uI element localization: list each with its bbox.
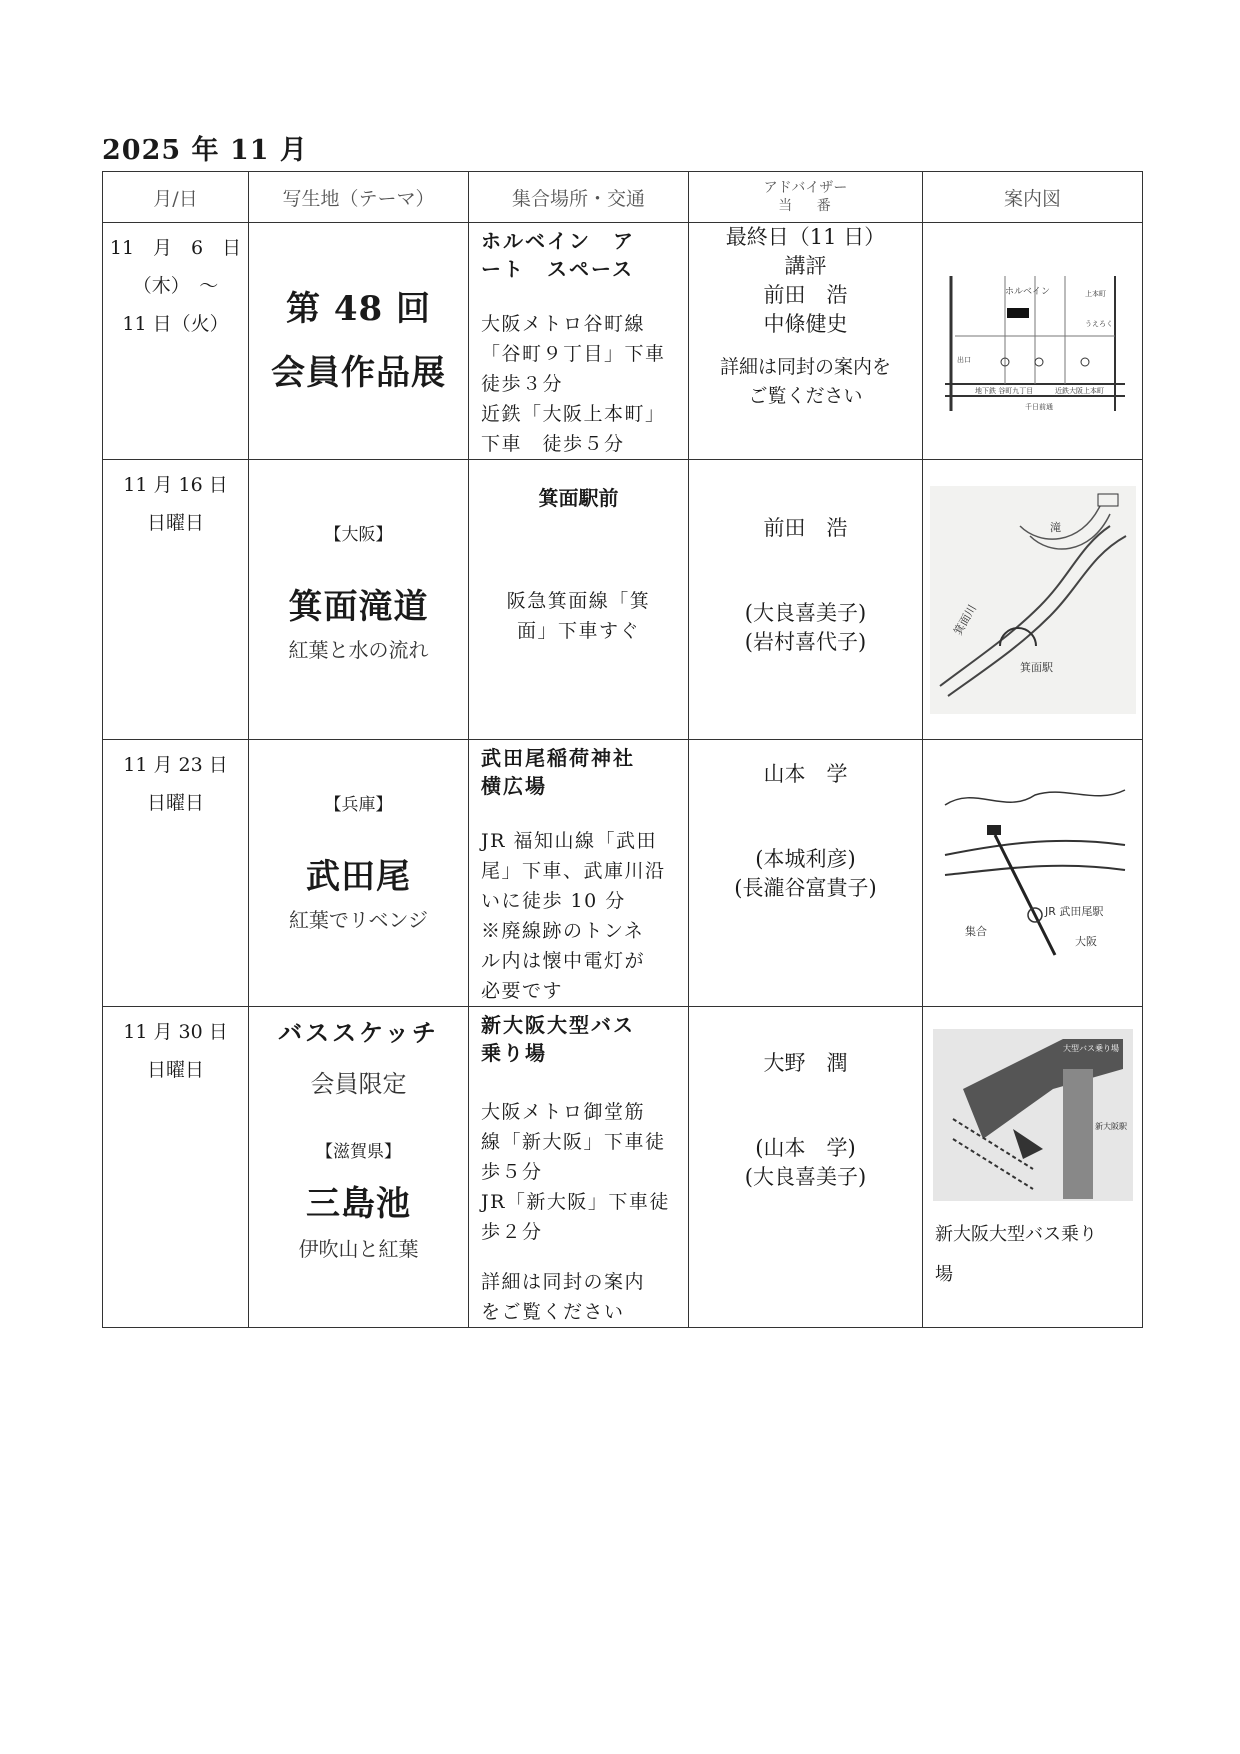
duty-name: (岩村喜代子) bbox=[744, 630, 867, 654]
duty-name: (本城利彦) bbox=[755, 847, 856, 871]
header-meeting: 集合場所・交通 bbox=[469, 172, 689, 223]
access-line: 歩２分 bbox=[481, 1221, 543, 1243]
advisor-name: 前田 浩 bbox=[763, 516, 848, 540]
map-cell bbox=[923, 1007, 1143, 1328]
header-advisor-label: アドバイザー bbox=[763, 180, 848, 196]
header-advisor bbox=[689, 172, 923, 223]
map-label: 上本町 bbox=[1084, 290, 1106, 298]
map-label: うえろく bbox=[1084, 320, 1113, 328]
place-cell bbox=[249, 740, 469, 1007]
access-line: JR 福知山線「武田 bbox=[481, 830, 657, 852]
table-row bbox=[103, 460, 1143, 740]
advisor-note: 詳細は同封の案内を bbox=[719, 356, 891, 378]
access-line: 線「新大阪」下車徒 bbox=[481, 1131, 666, 1153]
meeting-cell bbox=[469, 1007, 689, 1328]
duty-name: (長瀧谷富貴子) bbox=[734, 876, 877, 900]
venue-name: 横広場 bbox=[481, 774, 547, 798]
place-title: 第 48 回 bbox=[286, 289, 431, 329]
date-line: 日曜日 bbox=[146, 1059, 204, 1081]
schedule-table bbox=[102, 171, 1143, 1328]
access-line: いに徒歩 10 分 bbox=[481, 890, 626, 912]
header-duty-label: 当 番 bbox=[778, 198, 841, 214]
advisor-cell bbox=[689, 223, 923, 460]
date-line: 日曜日 bbox=[146, 792, 204, 814]
access-line: 「谷町９丁目」下車 bbox=[481, 343, 666, 365]
place-cell bbox=[249, 460, 469, 740]
map-cell bbox=[923, 740, 1143, 1007]
holbein-marker bbox=[1007, 308, 1029, 318]
note-line: をご覧ください bbox=[481, 1301, 625, 1323]
header-place: 写生地（テーマ） bbox=[249, 172, 469, 223]
venue-name: 乗り場 bbox=[481, 1041, 547, 1065]
date-line: （木） ～ bbox=[132, 275, 219, 297]
event-note: 会員限定 bbox=[310, 1070, 407, 1098]
map-label: 地下鉄 谷町九丁目 bbox=[974, 387, 1033, 395]
map-label: 新大阪駅 bbox=[1094, 1122, 1127, 1131]
venue-name: 新大阪大型バス bbox=[481, 1013, 635, 1037]
date-line: 11 月 30 日 bbox=[123, 1021, 228, 1043]
access-line: 歩５分 bbox=[481, 1161, 543, 1183]
shinosaka-map bbox=[933, 1029, 1133, 1201]
place-theme: 紅葉でリベンジ bbox=[288, 908, 429, 932]
map-label: 箕面川 bbox=[950, 601, 979, 637]
place-title: 会員作品展 bbox=[271, 353, 446, 393]
access-line: 下車 徒歩５分 bbox=[481, 433, 625, 455]
place-title: 三島池 bbox=[306, 1184, 411, 1224]
map-cell bbox=[923, 460, 1143, 740]
access-line: 阪急箕面線「箕 bbox=[506, 590, 651, 612]
date-cell bbox=[103, 223, 249, 460]
place-title: 武田尾 bbox=[306, 857, 411, 897]
advisor-cell bbox=[689, 1007, 923, 1328]
advisor-cell bbox=[689, 740, 923, 1007]
advisor-line: 最終日（11 日） bbox=[725, 225, 886, 249]
advisor-line: 講評 bbox=[784, 254, 827, 278]
date-line: 11 月 6 日 bbox=[109, 237, 242, 259]
holbein-map bbox=[935, 266, 1131, 416]
page-title: 2025 年 11 月 bbox=[102, 135, 308, 166]
advisor-cell bbox=[689, 460, 923, 740]
map-label: ホルベイン bbox=[1004, 287, 1050, 297]
venue-name: ホルベイン ア bbox=[481, 229, 635, 253]
access-line: 面」下車すぐ bbox=[516, 620, 640, 642]
map-label: 箕面駅 bbox=[1019, 660, 1053, 674]
date-line: 日曜日 bbox=[146, 512, 204, 534]
advisor-note: ご覧ください bbox=[748, 385, 863, 407]
table-row bbox=[103, 740, 1143, 1007]
date-line: 11 日（火） bbox=[122, 313, 229, 335]
region-label: 【兵庫】 bbox=[324, 795, 393, 815]
meeting-cell bbox=[469, 223, 689, 460]
place-title: 箕面滝道 bbox=[288, 587, 429, 627]
date-cell bbox=[103, 740, 249, 1007]
duty-name: (大良喜美子) bbox=[744, 1165, 867, 1189]
access-line: JR「新大阪」下車徒 bbox=[481, 1191, 670, 1213]
access-line: 尾」下車、武庫川沿 bbox=[481, 860, 666, 882]
map-caption: 場 bbox=[935, 1264, 953, 1285]
map-cell bbox=[923, 223, 1143, 460]
place-theme: 伊吹山と紅葉 bbox=[298, 1237, 419, 1261]
venue-name: 箕面駅前 bbox=[538, 486, 619, 510]
takedao-map bbox=[935, 775, 1131, 971]
meeting-cell bbox=[469, 740, 689, 1007]
advisor-name: 大野 潤 bbox=[763, 1051, 848, 1075]
advisor-line: 前田 浩 bbox=[763, 283, 848, 307]
region-label: 【大阪】 bbox=[324, 525, 393, 545]
map-label: 出口 bbox=[956, 356, 971, 364]
access-line: 大阪メトロ御堂筋 bbox=[481, 1101, 646, 1123]
map-label: 集合 bbox=[964, 925, 987, 938]
date-cell bbox=[103, 1007, 249, 1328]
date-line: 11 月 23 日 bbox=[123, 754, 228, 776]
map-caption: 新大阪大型バス乗り bbox=[935, 1224, 1097, 1245]
region-label: 【滋賀県】 bbox=[316, 1142, 401, 1162]
place-theme: 紅葉と水の流れ bbox=[288, 638, 429, 662]
map-label: 千日前通 bbox=[1024, 403, 1053, 411]
map-label: 近鉄大阪上本町 bbox=[1054, 387, 1104, 395]
access-line: 必要です bbox=[481, 980, 564, 1002]
place-cell bbox=[249, 223, 469, 460]
access-line: 徒歩３分 bbox=[481, 373, 564, 395]
access-line: ル内は懐中電灯が bbox=[481, 950, 646, 972]
duty-name: (山本 学) bbox=[755, 1136, 856, 1160]
header-map: 案内図 bbox=[923, 172, 1143, 223]
minoh-map bbox=[930, 486, 1136, 714]
advisor-name: 山本 学 bbox=[763, 762, 848, 786]
note-line: 詳細は同封の案内 bbox=[481, 1271, 646, 1293]
place-cell bbox=[249, 1007, 469, 1328]
map-label: 滝 bbox=[1049, 520, 1061, 534]
access-line: 近鉄「大阪上本町」 bbox=[481, 403, 666, 425]
event-type: バススケッチ bbox=[278, 1019, 439, 1047]
map-label: 大阪 bbox=[1074, 935, 1097, 948]
venue-name: ート スペース bbox=[481, 257, 634, 281]
access-line: 大阪メトロ谷町線 bbox=[481, 313, 646, 335]
date-cell bbox=[103, 460, 249, 740]
map-label: JR 武田尾駅 bbox=[1044, 905, 1103, 918]
advisor-line: 中條健史 bbox=[763, 312, 848, 336]
map-label: 大型バス乗り場 bbox=[1062, 1044, 1119, 1053]
meeting-cell bbox=[469, 460, 689, 740]
header-date: 月/日 bbox=[103, 172, 249, 223]
venue-name: 武田尾稲荷神社 bbox=[481, 746, 635, 770]
access-line: ※廃線跡のトンネ bbox=[481, 920, 645, 942]
table-row bbox=[103, 223, 1143, 460]
table-row bbox=[103, 1007, 1143, 1328]
duty-name: (大良喜美子) bbox=[744, 601, 867, 625]
date-line: 11 月 16 日 bbox=[123, 474, 228, 496]
table-header-row bbox=[103, 172, 1143, 223]
